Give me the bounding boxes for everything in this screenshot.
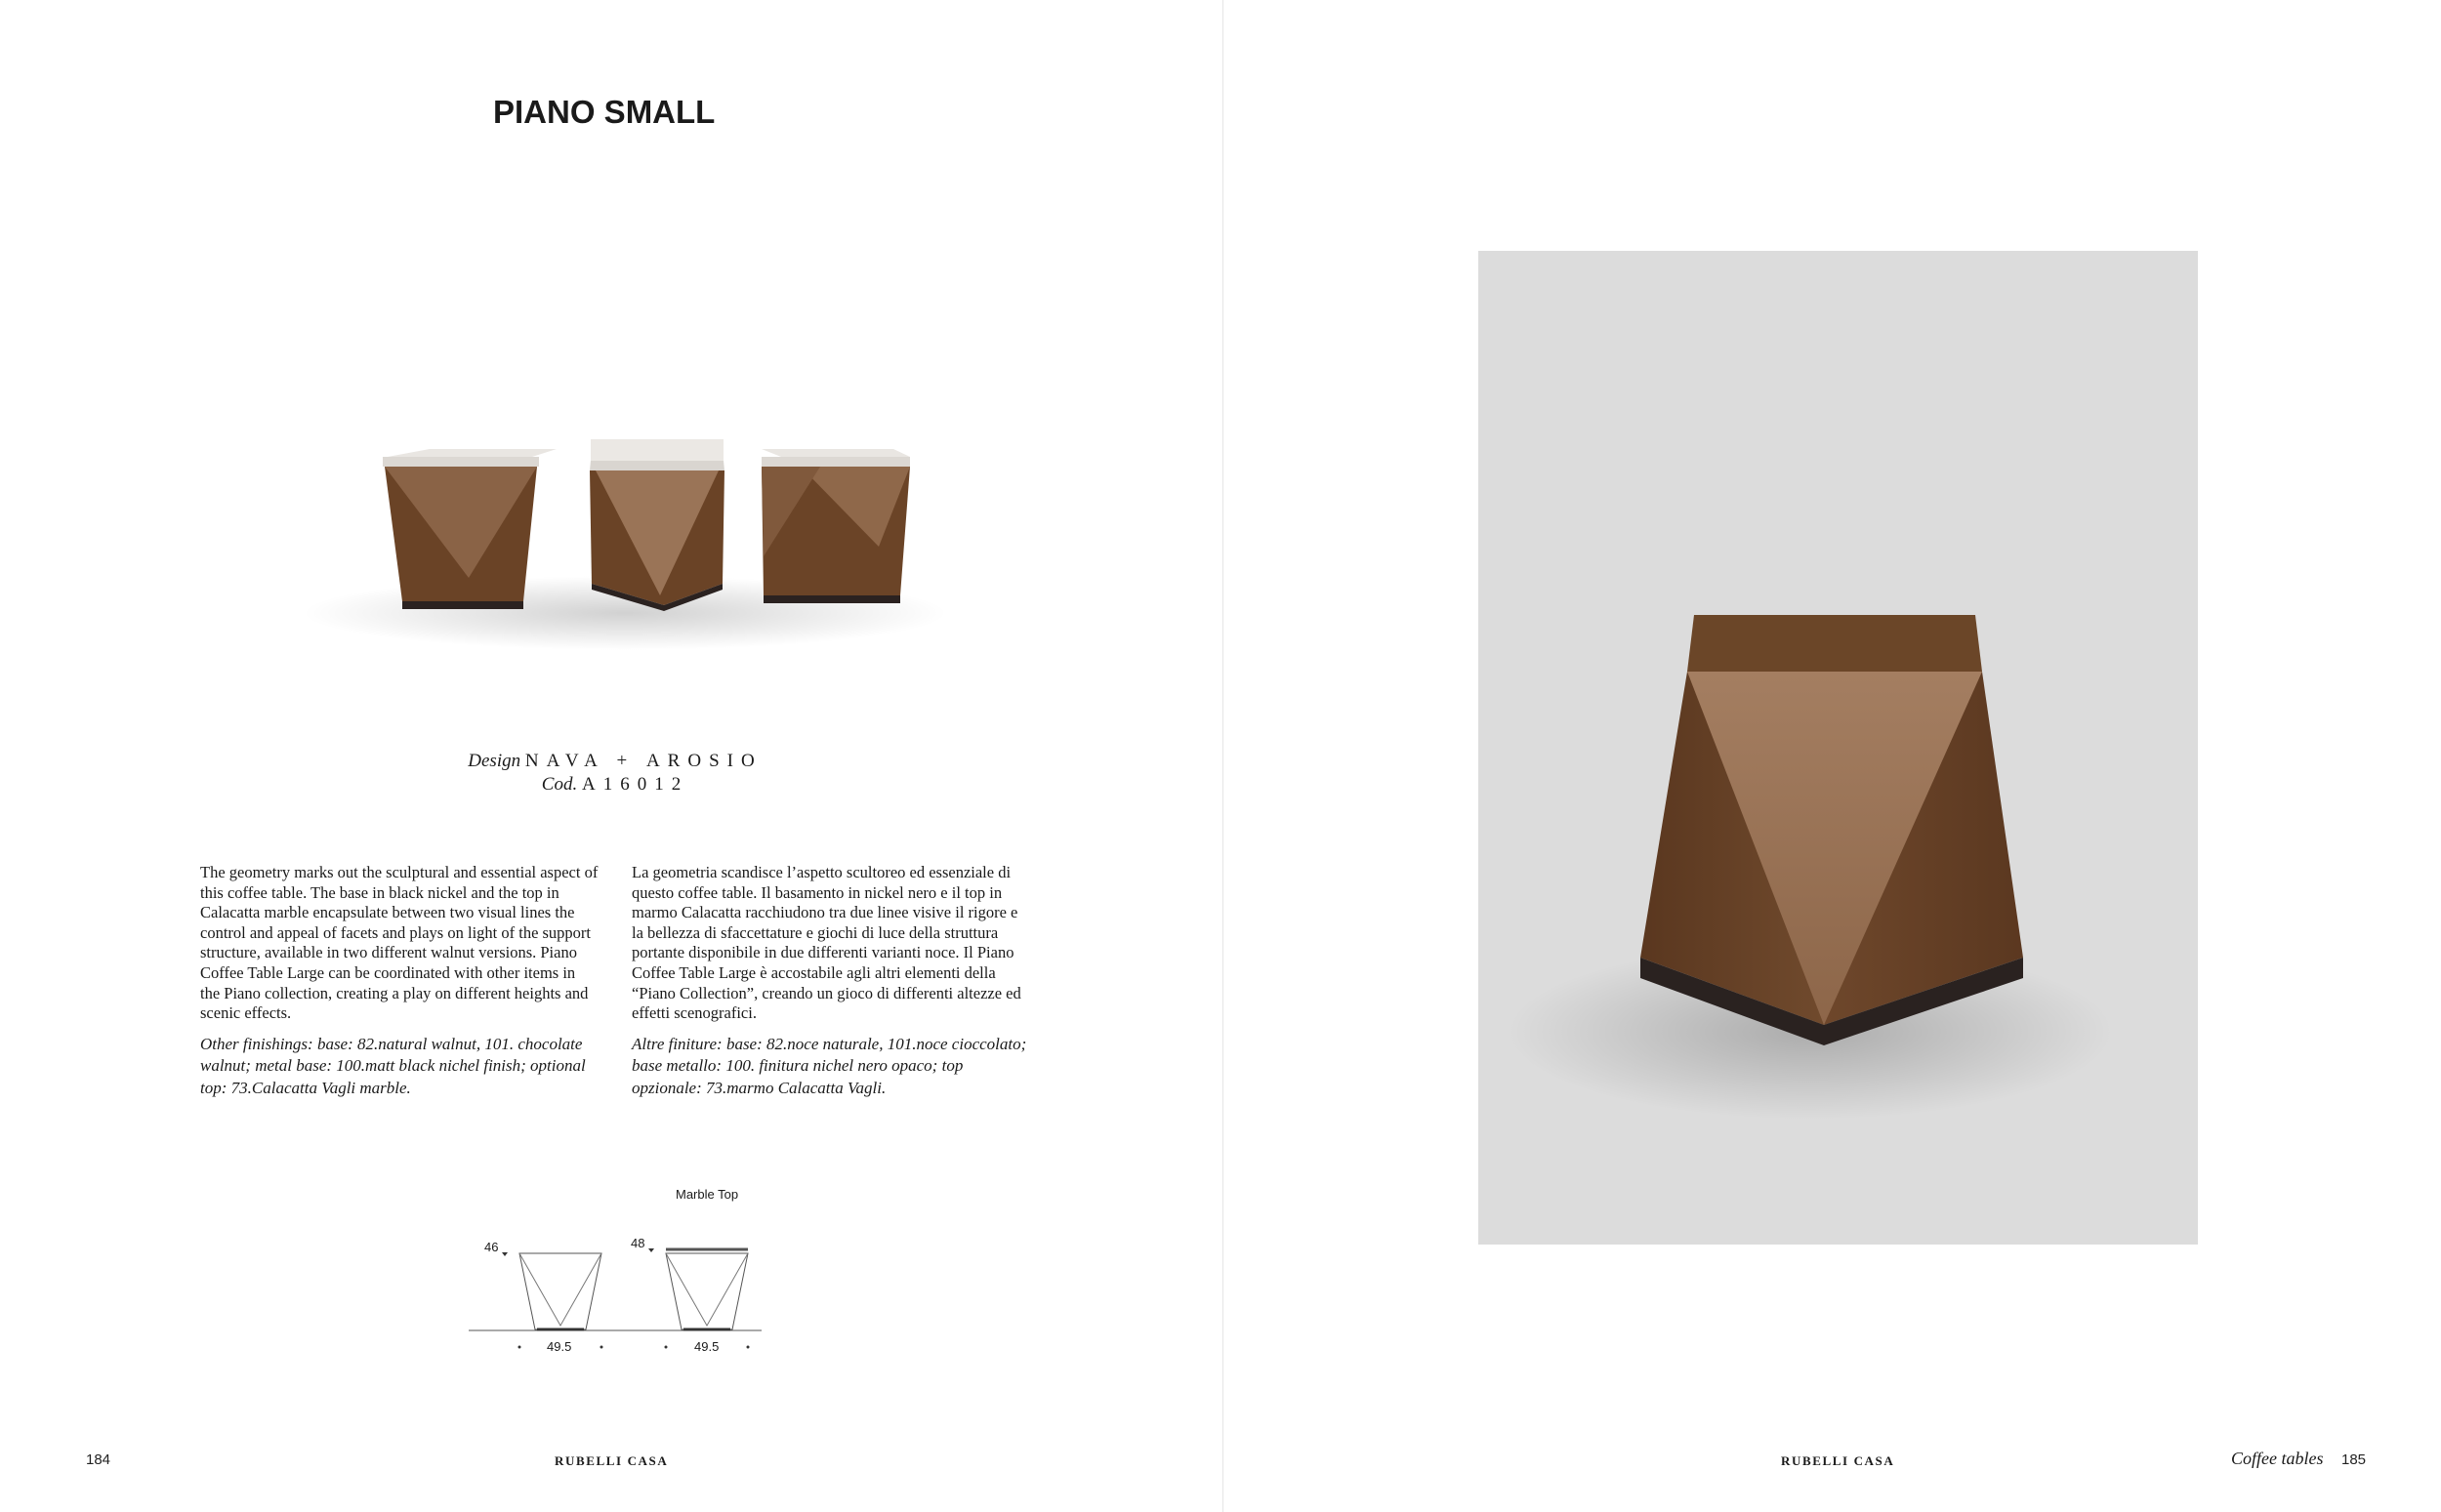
page-number-left: 184 [86,1451,111,1468]
section-name: Coffee tables [2231,1449,2324,1468]
table-right-view [762,449,910,603]
page-number-right: 185 [2341,1451,2367,1468]
description-italian [632,863,1032,1105]
description-en-text: The geometry marks out the sculptural and essential aspect of this coffee table. The base in black nickel and the top in Calacatta marble encapsulate between two visual lines the control and appeal of facets and plays on light of the support structure, available in two different walnut versions. Piano Coffee Table Large can be coordinated with other items in the Piano collection, creating a play on different heights and scenic effects. [200,863,599,1023]
finishings-it-text: Altre finiture: base: 82.noce naturale, 101.noce cioccolato; base metallo: 100. finitura nichel nero opaco; top opzionale: 73.marmo Calacatta Vagli. [632,1034,1027,1097]
code-label: Cod. [541,774,578,795]
page-title: PIANO SMALL [493,94,716,131]
design-label: Design [468,751,521,771]
diagram-label: Marble Top [676,1187,739,1202]
table-center-view [590,439,724,611]
width-dimension-1: 49.5 [547,1339,572,1354]
width-dimension-2: 49.5 [694,1339,720,1354]
designer-name: NAVA + AROSIO [524,751,763,771]
product-photo-three-tables [293,410,957,664]
description-it-text: La geometria scandisce l’aspetto scultoreo ed essenziale di questo coffee table. Il basamento in nickel nero e il top in marmo Calacatta racchiudono tra due linee visive il rigore e la bellezza di sfaccettature e giochi di luce della struttura portante disponibile in due differenti varianti noce. Il Piano Coffee Table Large è accostabile agli altri elementi della “Piano Collection”, creando un gioco di differenti altezze ed effetti scenografici. [632,863,1021,1023]
height-dimension-1: 46 [484,1240,499,1254]
finishings-en-text: Other finishings: base: 82.natural walnut, 101. chocolate walnut; metal base: 100.matt black nichel finish; optional top: 73.Calacatta Vagli marble. [200,1034,586,1097]
design-credits [391,750,840,797]
hero-product-photo [1478,251,2198,1245]
dimension-diagram [459,1228,771,1355]
description-english [200,863,599,1105]
brand-footer-right: RUBELLI CASA [1781,1453,1895,1468]
product-code: A16012 [581,774,689,795]
brand-footer-left: RUBELLI CASA [555,1453,669,1468]
height-dimension-2: 48 [631,1236,645,1250]
